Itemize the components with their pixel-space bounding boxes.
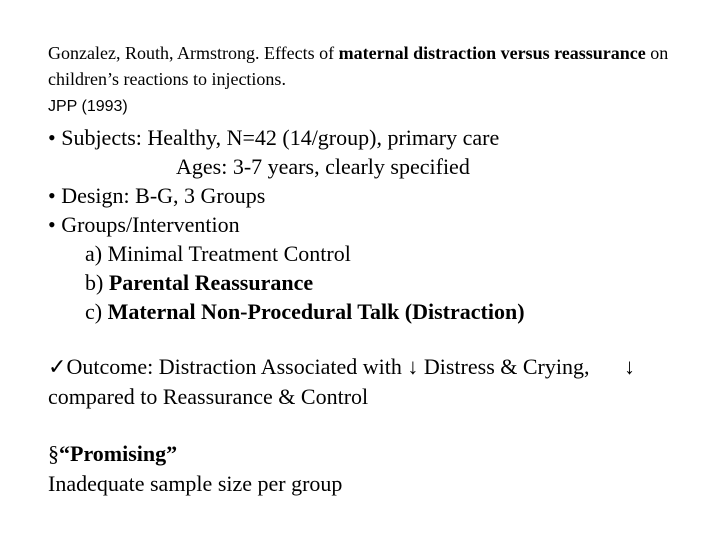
promising-label: “Promising” (59, 441, 178, 466)
citation (48, 40, 688, 120)
group-b-label: Parental Reassurance (108, 270, 314, 295)
group-a: a) Minimal Treatment Control (85, 241, 351, 266)
check-icon: ✓ (48, 354, 67, 379)
group-b-prefix: b) (85, 270, 109, 295)
citation-authors: Gonzalez, Routh, Armstrong. Effects of (48, 43, 339, 63)
citation-title-bold: maternal distraction versus reassurance (338, 43, 646, 63)
promising-block (48, 439, 648, 499)
bullet-groups-heading: • Groups/Intervention (48, 212, 240, 237)
section-marker-icon: § (48, 441, 59, 466)
group-c-label: Maternal Non-Procedural Talk (Distraction) (107, 299, 525, 324)
outcome (48, 352, 648, 412)
bullet-subjects: • Subjects: Healthy, N=42 (14/group), primary care (48, 125, 500, 150)
side-down-arrow-icon: ↓ (624, 354, 635, 379)
bullet-list (48, 123, 688, 326)
outcome-text-2: Distress & Crying, compared to Reassurance & Control (48, 354, 590, 409)
citation-journal: JPP (1993) (48, 98, 128, 115)
down-arrow-icon: ↓ (407, 354, 419, 379)
group-c-prefix: c) (85, 299, 108, 324)
bullet-ages: Ages: 3-7 years, clearly specified (176, 154, 470, 179)
promising-note: Inadequate sample size per group (48, 471, 343, 496)
group-c (48, 297, 688, 326)
outcome-text-1: Outcome: Distraction Associated with (66, 354, 408, 379)
citation-title-rest: on children’s reactions to injections. (48, 43, 669, 89)
group-b (48, 268, 688, 297)
bullet-design: • Design: B-G, 3 Groups (48, 183, 266, 208)
